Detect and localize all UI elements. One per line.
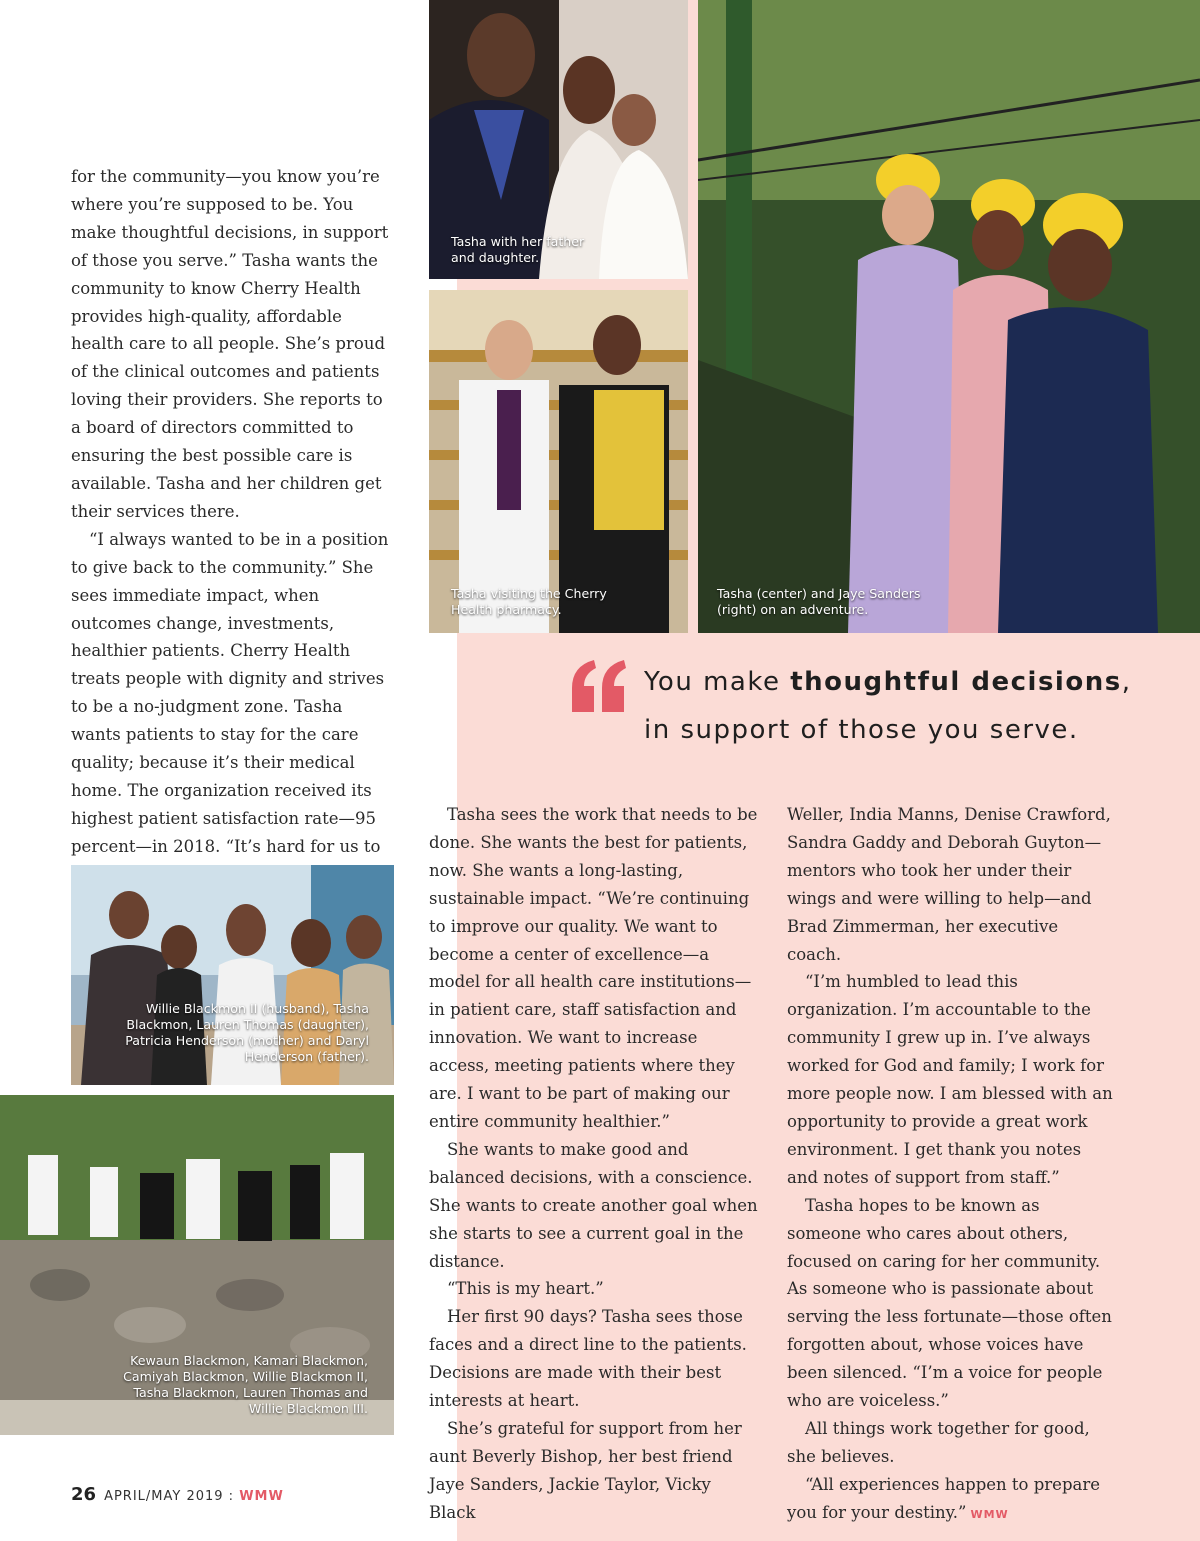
caption-pharmacy: Tasha visiting the Cherry Health pharmacy. (451, 586, 607, 617)
column-2-paragraph: She’s grateful for support from her aunt Beverly Bishop, her best friend Jaye Sanders, Jackie Taylor, Vicky Black (429, 1418, 742, 1522)
photo-adventure-image (698, 0, 1200, 633)
photo-family-wall (0, 1095, 394, 1435)
column-1-paragraph: for the community—you know you’re where you’re supposed to be. You make thoughtful decisions, in support of those you serve.” Tasha wants the community to know Cherry Health provides high-quality, affordable health care to all people. She’s proud of the clinical outcomes and patients loving their providers. She reports to a board of directors committed to ensuring the best possible care is available. Tasha and her children get their services there. (71, 167, 389, 521)
pull-quote-text: You make (644, 667, 791, 697)
caption-family-group: Willie Blackmon II (husband), Tasha Blackmon, Lauren Thomas (daughter), Patricia Henderson (mother) and Daryl Henderson (father). (125, 1001, 369, 1064)
column-1-paragraph: “I always wanted to be in a position to give back to the community.” She sees immediate impact, when outcomes change, investments, healthier patients. Cherry Health treats people with dignity and strives to be a no-judgment zone. Tasha wants patients to stay for the care quality; because it’s their medical home. The organization received its highest patient satisfaction rate—95 percent—in 2018. “It’s hard for us to (71, 529, 389, 856)
end-mark-wmw: WMW (970, 1507, 1009, 1521)
column-3 (787, 801, 1117, 1529)
column-2-paragraph: Tasha sees the work that needs to be done. She wants the best for patients, now. She wants a long-lasting, sustainable impact. “We’re continuing to improve our quality. We want to become a center of excellence—a model for all health care institutions—in patient care, staff satisfaction and innovation. We want to increase access, meeting patients where they are. I want to be part of making our entire community healthier.” (429, 805, 758, 1131)
column-3-paragraph: All things work together for good, she believes. (787, 1418, 1090, 1466)
column-2-paragraph: “This is my heart.” (447, 1279, 604, 1299)
page-footer (71, 1484, 284, 1505)
column-3-paragraph: Weller, India Manns, Denise Crawford, Sandra Gaddy and Deborah Guyton—mentors who took her under their wings and were willing to help—and Brad Zimmerman, her executive coach. (787, 805, 1111, 964)
column-1 (71, 163, 393, 916)
caption-family-wall: Kewaun Blackmon, Kamari Blackmon, Camiyah Blackmon, Willie Blackmon II, Tasha Blackmon, Lauren Thomas and Willie Blackmon III. (123, 1353, 368, 1416)
column-2 (429, 801, 759, 1527)
column-3-last-sentence: “All experiences happen to prepare you for your destiny.” (787, 1474, 1100, 1522)
pull-quote (644, 658, 1144, 754)
quote-mark-icon (568, 652, 628, 716)
caption-adventure: Tasha (center) and Jaye Sanders (right) on an adventure. (717, 586, 921, 617)
issue-date: APRIL/MAY 2019 : (104, 1489, 235, 1504)
pull-quote-text: , in support of those you serve. (644, 667, 1132, 745)
column-3-paragraph (787, 1471, 1117, 1529)
column-2-paragraph: She wants to make good and balanced decisions, with a conscience. She wants to create another goal when she starts to see a current goal in the distance. (429, 1139, 758, 1271)
photo-pharmacy (429, 290, 688, 633)
photo-adventure (698, 0, 1200, 633)
column-3-paragraph: Tasha hopes to be known as someone who cares about others, focused on caring for her community. As someone who is passionate about serving the less fortunate—those often forgotten about, whose voices have been silenced. “I’m a voice for people who are voiceless.” (787, 1195, 1112, 1411)
pull-quote-emphasis: thoughtful decisions (790, 667, 1122, 697)
footer-brand: WMW (239, 1489, 284, 1504)
column-3-paragraph: “I’m humbled to lead this organization. I’m accountable to the community I grew up in. I’ve always worked for God and family; I work for more people now. I am blessed with an opportunity to provide a great work environment. I get thank you notes and notes of support from staff.” (787, 972, 1113, 1187)
photo-father-daughter (429, 0, 688, 279)
column-2-paragraph: Her first 90 days? Tasha sees those faces and a direct line to the patients. Decisions are made with their best interests at heart. (429, 1307, 747, 1411)
page-number: 26 (71, 1484, 97, 1505)
photo-family-group (71, 865, 394, 1085)
caption-father-daughter: Tasha with her father and daughter. (451, 234, 585, 265)
photo-pharmacy-image (429, 290, 688, 633)
